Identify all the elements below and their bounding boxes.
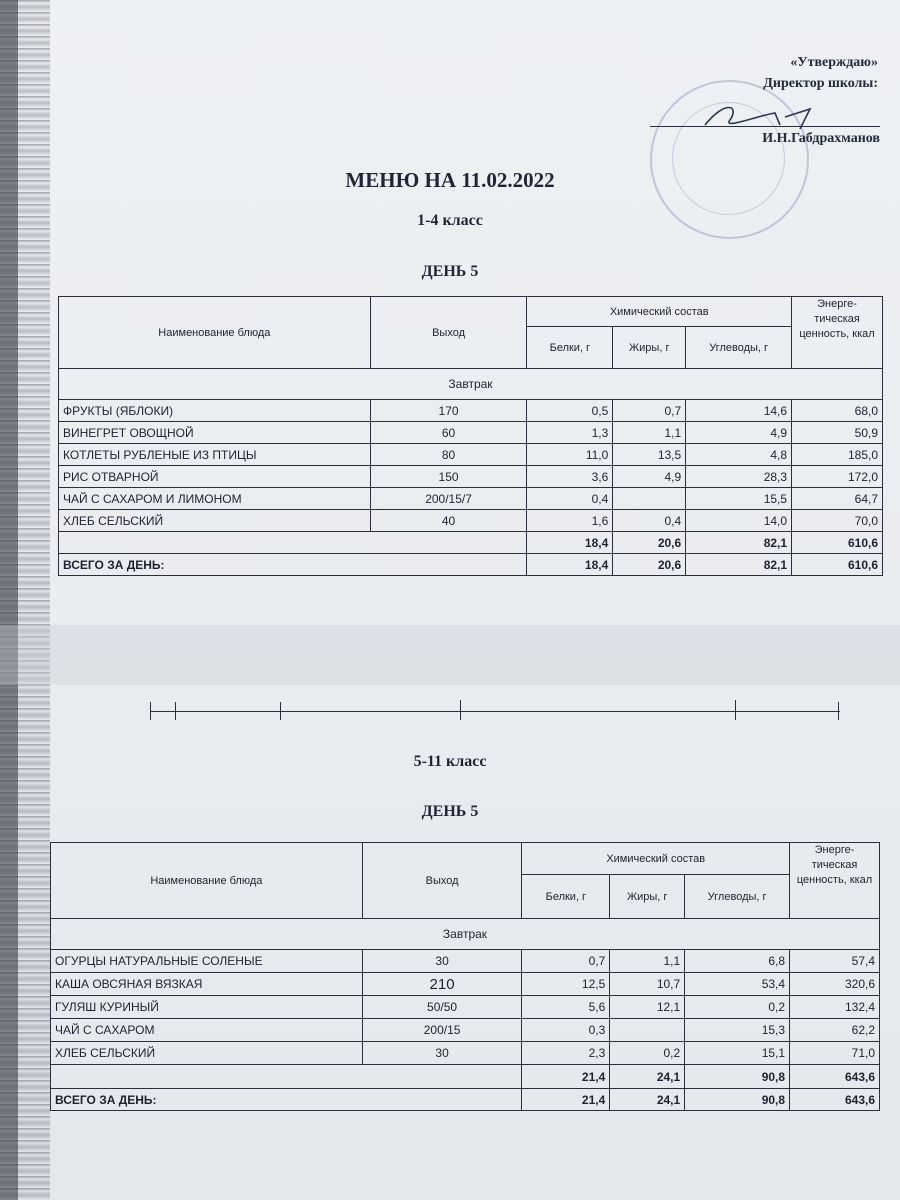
dish-output: 200/15 — [362, 1019, 522, 1042]
header-energy: Энерге-тическая ценность, ккал — [790, 843, 880, 919]
dish-fats: 0,7 — [613, 400, 686, 422]
dish-proteins: 1,6 — [527, 510, 613, 532]
subtotal-row — [51, 1065, 880, 1089]
dish-energy: 320,6 — [790, 973, 880, 996]
table-row — [59, 400, 883, 422]
dish-energy: 70,0 — [792, 510, 883, 532]
total-energy: 610,6 — [792, 554, 883, 576]
dish-proteins: 1,3 — [527, 422, 613, 444]
dish-fats: 12,1 — [610, 996, 685, 1019]
dish-carbs: 15,3 — [685, 1019, 790, 1042]
table-row — [59, 422, 883, 444]
dish-fats: 4,9 — [613, 466, 686, 488]
dish-output: 80 — [370, 444, 527, 466]
approval-line-2: Директор школы: — [763, 76, 878, 91]
total-proteins: 18,4 — [527, 554, 613, 576]
total-row — [51, 1089, 880, 1111]
dish-output: 40 — [370, 510, 527, 532]
director-signature — [700, 95, 830, 135]
dish-name: ОГУРЦЫ НАТУРАЛЬНЫЕ СОЛЕНЫЕ — [51, 950, 363, 973]
dish-fats: 0,4 — [613, 510, 686, 532]
dish-output: 210 — [362, 973, 522, 996]
table-row — [51, 973, 880, 996]
dish-carbs: 0,2 — [685, 996, 790, 1019]
section-1-grade: 1-4 класс — [417, 212, 483, 229]
dish-name: ХЛЕБ СЕЛЬСКИЙ — [51, 1042, 363, 1065]
table-row — [59, 510, 883, 532]
dish-fats — [610, 1019, 685, 1042]
dish-carbs: 14,6 — [686, 400, 792, 422]
dish-name: КОТЛЕТЫ РУБЛЕНЫЕ ИЗ ПТИЦЫ — [59, 444, 371, 466]
total-fats: 24,1 — [610, 1089, 685, 1111]
ruler-tick — [838, 702, 839, 720]
dish-energy: 62,2 — [790, 1019, 880, 1042]
header-dish-name: Наименование блюда — [51, 843, 363, 919]
ruler-tick — [150, 702, 151, 720]
subtotal-row — [59, 532, 883, 554]
dish-name: РИС ОТВАРНОЙ — [59, 466, 371, 488]
total-label: ВСЕГО ЗА ДЕНЬ: — [51, 1089, 522, 1111]
dish-carbs: 28,3 — [686, 466, 792, 488]
dish-name: ЧАЙ С САХАРОМ И ЛИМОНОМ — [59, 488, 371, 510]
dish-fats: 10,7 — [610, 973, 685, 996]
header-chemical: Химический состав — [527, 297, 792, 327]
approval-block — [598, 52, 878, 94]
dish-name: ХЛЕБ СЕЛЬСКИЙ — [59, 510, 371, 532]
table-row — [59, 488, 883, 510]
dish-energy: 185,0 — [792, 444, 883, 466]
header-fats: Жиры, г — [613, 327, 686, 369]
dish-carbs: 4,8 — [686, 444, 792, 466]
table-row — [51, 1042, 880, 1065]
table-row — [51, 996, 880, 1019]
total-label: ВСЕГО ЗА ДЕНЬ: — [59, 554, 527, 576]
director-name: И.Н.Габдрахманов — [762, 131, 880, 146]
dish-energy: 132,4 — [790, 996, 880, 1019]
meal-label: Завтрак — [51, 919, 880, 950]
subtotal-carbs: 90,8 — [685, 1065, 790, 1089]
header-energy: Энерге-тическая ценность, ккал — [792, 297, 883, 369]
faint-scan-strip — [0, 625, 900, 685]
approval-line-1: «Утверждаю» — [790, 55, 878, 70]
dish-proteins: 5,6 — [522, 996, 610, 1019]
ruler-tick — [175, 702, 176, 720]
header-proteins: Белки, г — [522, 875, 610, 919]
menu-table-1 — [58, 296, 883, 576]
subtotal-fats: 20,6 — [613, 532, 686, 554]
dish-proteins: 0,7 — [522, 950, 610, 973]
dish-proteins: 0,4 — [527, 488, 613, 510]
dish-fats: 1,1 — [613, 422, 686, 444]
total-energy: 643,6 — [790, 1089, 880, 1111]
dish-fats: 13,5 — [613, 444, 686, 466]
meal-label: Завтрак — [59, 369, 883, 400]
dish-proteins: 3,6 — [527, 466, 613, 488]
total-carbs: 90,8 — [685, 1089, 790, 1111]
section-1-day: ДЕНЬ 5 — [421, 263, 479, 280]
page-title: МЕНЮ НА 11.02.2022 — [345, 168, 555, 192]
total-carbs: 82,1 — [686, 554, 792, 576]
table-row — [59, 466, 883, 488]
section-2-day: ДЕНЬ 5 — [421, 803, 479, 820]
dish-carbs: 15,1 — [685, 1042, 790, 1065]
subtotal-fats: 24,1 — [610, 1065, 685, 1089]
total-row — [59, 554, 883, 576]
dish-name: КАША ОВСЯНАЯ ВЯЗКАЯ — [51, 973, 363, 996]
ruler-tick — [280, 702, 281, 720]
dish-name: ЧАЙ С САХАРОМ — [51, 1019, 363, 1042]
dish-output: 200/15/7 — [370, 488, 527, 510]
dish-carbs: 4,9 — [686, 422, 792, 444]
subtotal-energy: 643,6 — [790, 1065, 880, 1089]
dish-output: 60 — [370, 422, 527, 444]
dish-carbs: 15,5 — [686, 488, 792, 510]
dish-energy: 50,9 — [792, 422, 883, 444]
dish-fats — [613, 488, 686, 510]
header-dish-name: Наименование блюда — [59, 297, 371, 369]
dish-proteins: 0,3 — [522, 1019, 610, 1042]
dish-proteins: 11,0 — [527, 444, 613, 466]
header-output: Выход — [370, 297, 527, 369]
subtotal-empty — [59, 532, 527, 554]
table-row — [51, 950, 880, 973]
total-fats: 20,6 — [613, 554, 686, 576]
total-proteins: 21,4 — [522, 1089, 610, 1111]
dish-energy: 68,0 — [792, 400, 883, 422]
dish-energy: 172,0 — [792, 466, 883, 488]
dish-name: ГУЛЯШ КУРИНЫЙ — [51, 996, 363, 1019]
ruler-tick — [460, 700, 461, 720]
dish-proteins: 2,3 — [522, 1042, 610, 1065]
dish-energy: 71,0 — [790, 1042, 880, 1065]
dish-output: 30 — [362, 950, 522, 973]
dish-fats: 1,1 — [610, 950, 685, 973]
dish-output: 170 — [370, 400, 527, 422]
subtotal-proteins: 18,4 — [527, 532, 613, 554]
dish-output: 150 — [370, 466, 527, 488]
table-row — [51, 1019, 880, 1042]
dish-carbs: 53,4 — [685, 973, 790, 996]
dish-energy: 57,4 — [790, 950, 880, 973]
dish-proteins: 0,5 — [527, 400, 613, 422]
header-proteins: Белки, г — [527, 327, 613, 369]
signature-line — [650, 126, 880, 127]
header-output: Выход — [362, 843, 522, 919]
dish-fats: 0,2 — [610, 1042, 685, 1065]
dish-output: 50/50 — [362, 996, 522, 1019]
ruler-tick — [735, 700, 736, 720]
ruler-line — [150, 711, 840, 712]
section-2-grade: 5-11 класс — [413, 753, 487, 770]
dish-carbs: 14,0 — [686, 510, 792, 532]
dish-output: 30 — [362, 1042, 522, 1065]
header-fats: Жиры, г — [610, 875, 685, 919]
table-row — [59, 444, 883, 466]
dish-energy: 64,7 — [792, 488, 883, 510]
subtotal-empty — [51, 1065, 522, 1089]
dish-carbs: 6,8 — [685, 950, 790, 973]
subtotal-proteins: 21,4 — [522, 1065, 610, 1089]
header-carbs: Углеводы, г — [685, 875, 790, 919]
dish-name: ФРУКТЫ (ЯБЛОКИ) — [59, 400, 371, 422]
subtotal-energy: 610,6 — [792, 532, 883, 554]
header-chemical: Химический состав — [522, 843, 790, 875]
dish-proteins: 12,5 — [522, 973, 610, 996]
header-carbs: Углеводы, г — [686, 327, 792, 369]
dish-name: ВИНЕГРЕТ ОВОЩНОЙ — [59, 422, 371, 444]
subtotal-carbs: 82,1 — [686, 532, 792, 554]
menu-table-2 — [50, 842, 880, 1111]
